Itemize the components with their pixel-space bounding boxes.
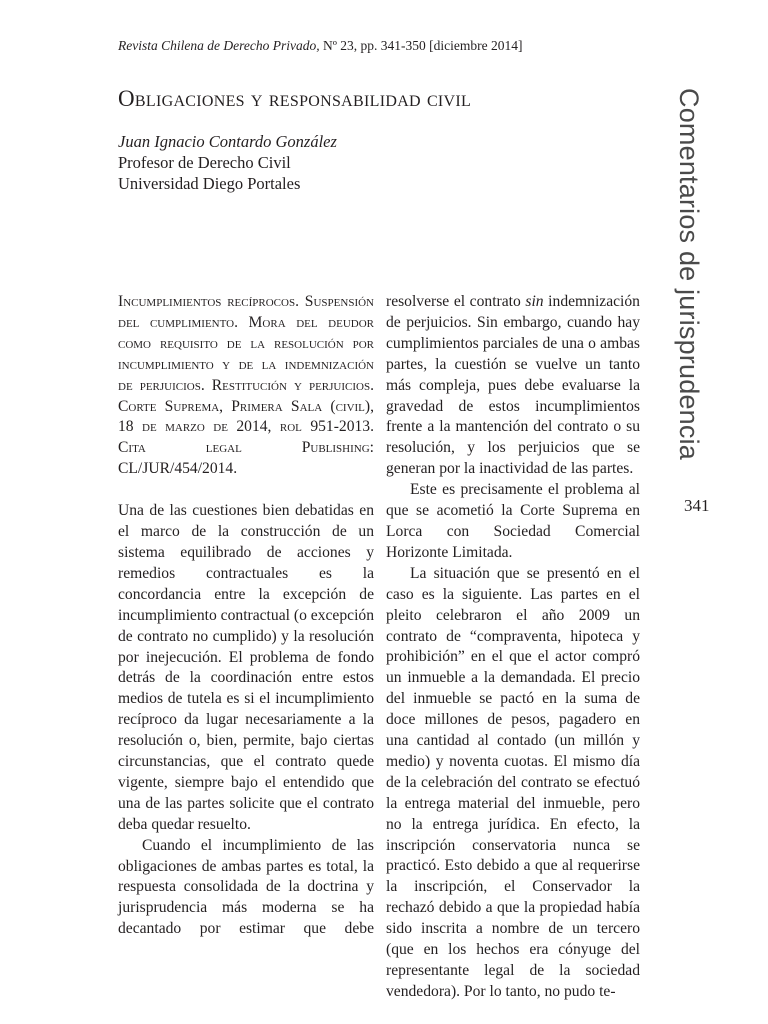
emphasis-text: sin bbox=[525, 293, 544, 310]
body-paragraph: Este es precisamente el problema al que se acometió la Corte Suprema en Lorca con Sociedad Comercial Horizonte Limitada. bbox=[386, 481, 640, 561]
body-paragraph: La situación que se presentó en el caso es la siguiente. Las partes en el pleito celebraron el año 2009 un contrato de “compraventa, hipoteca y prohibición” en el que el actor compró un inmueble a la demandada. El precio del inmueble se pactó en la suma de doce millones de pesos, pagadero en una cantidad al contado (un millón y medio) y noventa cuotas. El mismo día de la celebración del contrato se efectuó la entrega material del inmueble, pero no la entrega jurídica. En efecto, la inscripción conservatoria nunca se practicó. Esto debido a que al requerirse la inscripción, el Conservador la rechazó debido a que la propiedad había sido inscrita a nombre de un tercero (que en los hechos era cónyuge del representante legal de la sociedad vendedora). Por lo tanto, no pudo te- bbox=[386, 564, 640, 1000]
keywords-paragraph: Incumplimientos recíprocos. Suspensión del cumplimiento. Mora del deudor como requisito de la resolución por incumplimiento y de la indemnización de perjuicios. Restitución y perjuicios. Corte Suprema, Primera Sala (civil), 18 de marzo de 2014, rol 951-2013. Cita legal Publishing: CL/JUR/454/2014. bbox=[118, 293, 374, 478]
body-paragraph: Una de las cuestiones bien debatidas en el marco de la construcción de un sistema equilibrado de acciones y remedios contractuales es la concordancia entre la excepción de incumplimiento contractual (o excepción de contrato no cumplido) y la resolución por inejecución. El problema de fondo detrás de la coordinación entre estos medios de tutela es si el incumplimiento recíproco da lugar necesariamente a la resolución o, bien, permite, bajo ciertas circunstancias, que el contrato quede vigente, siempre bajo el entendido que una de las partes solicite que el contrato deba quedar resuelto. bbox=[118, 502, 374, 833]
body-text: Cuando el incumplimiento de las obligaciones de ambas partes es total, la respuesta consolidada de la doctrina y jurisprudencia más moderna se ha decantado por estimar que debe bbox=[118, 836, 374, 938]
section-label: Comentarios de jurisprudencia bbox=[674, 88, 704, 460]
body-paragraph bbox=[386, 292, 640, 480]
text-column-right bbox=[386, 292, 640, 1003]
author-block bbox=[118, 131, 337, 194]
page-number: 341 bbox=[684, 496, 710, 515]
article-title: Obligaciones y responsabilidad civil bbox=[118, 86, 472, 111]
journal-name: Revista Chilena de Derecho Privado, bbox=[118, 38, 320, 53]
body-paragraph bbox=[118, 836, 374, 941]
body-text: indemnización de perjuicios. Sin embargo, cuando hay cumplimientos parciales de una o ambas partes, la cuestión se vuelve un tanto más compleja, pues debe evaluarse la gravedad de estos incumplimientos frente a la mantención del contrato o su resolución, y los perjuicios que se generan por la inactividad de las partes. bbox=[386, 293, 640, 478]
text-column-left bbox=[118, 292, 374, 940]
journal-citation bbox=[118, 38, 522, 54]
author-affiliation: Universidad Diego Portales bbox=[118, 174, 301, 193]
author-name: Juan Ignacio Contardo González bbox=[118, 132, 337, 151]
issue-info: Nº 23, pp. 341-350 [diciembre 2014] bbox=[319, 38, 523, 53]
body-text: resolverse el contrato bbox=[386, 293, 526, 310]
author-position: Profesor de Derecho Civil bbox=[118, 153, 291, 172]
